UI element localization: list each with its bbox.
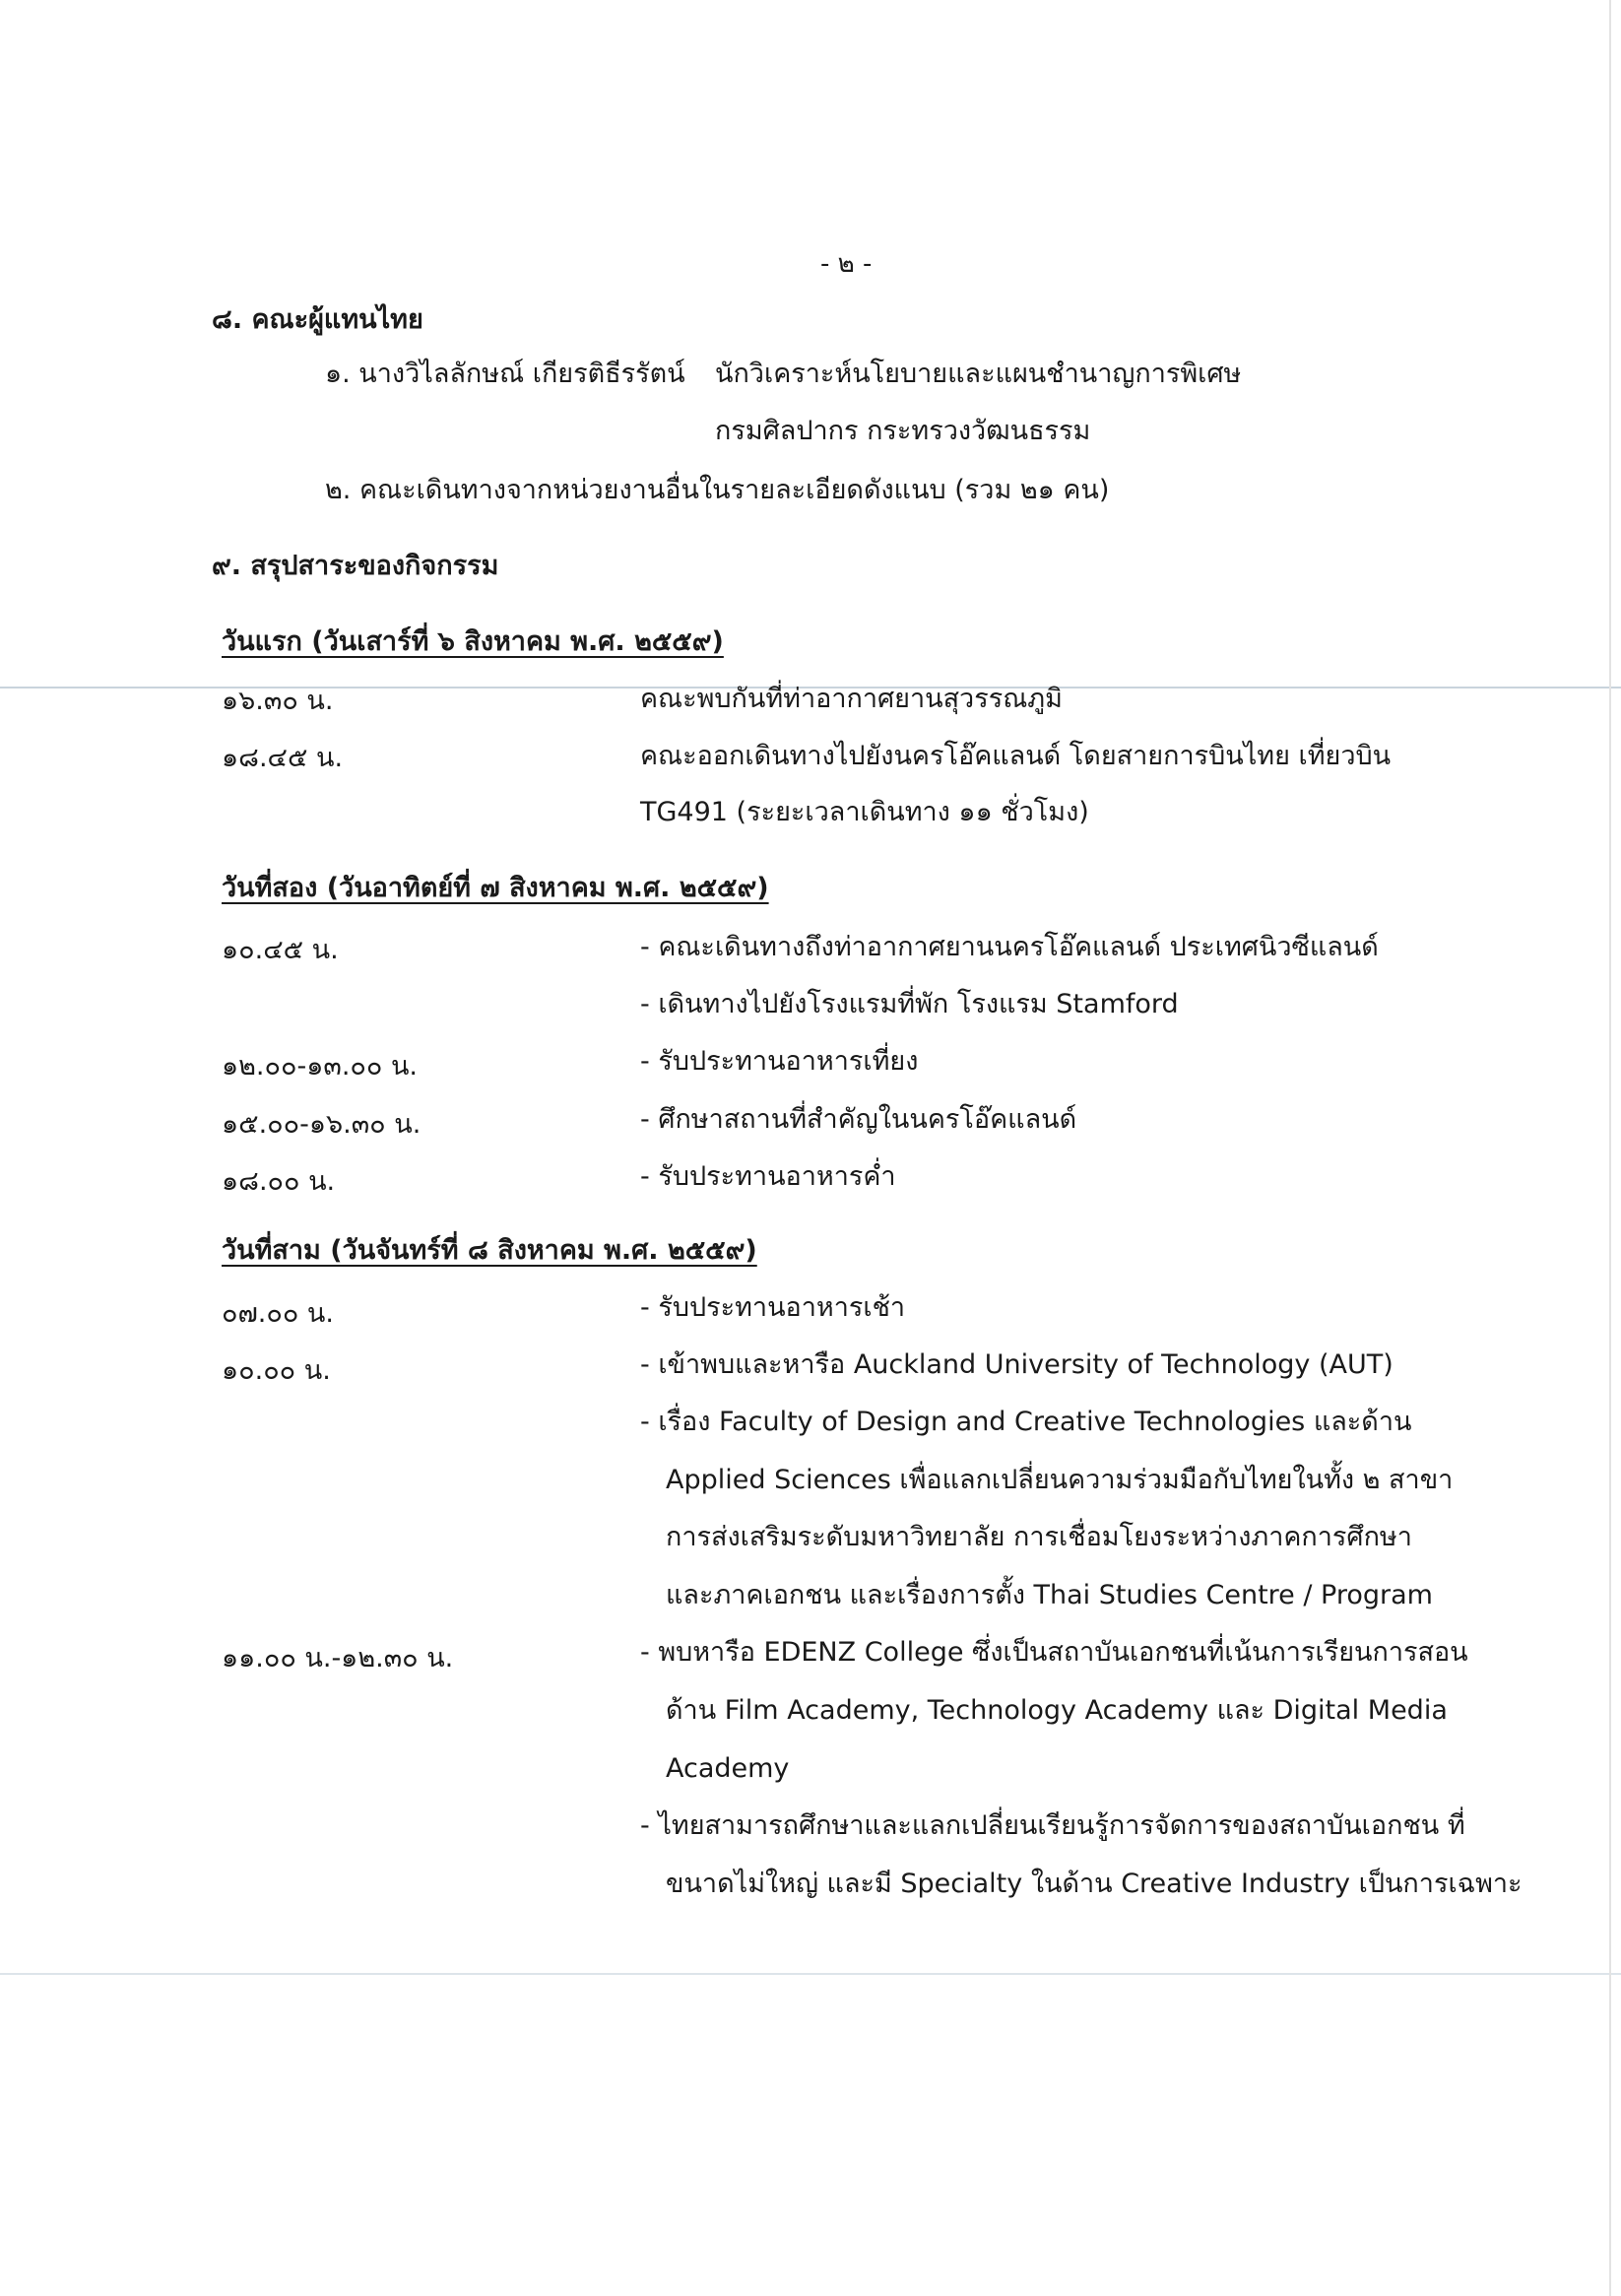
- day-1-row-2-line-2: TG491 (ระยะเวลาเดินทาง ๑๑ ชั่วโมง): [640, 797, 1089, 827]
- day-2-row-3-time: ๑๕.๐๐-๑๖.๓๐ น.: [222, 1109, 421, 1140]
- page-number: - ๒ -: [820, 249, 873, 279]
- delegate-1-org: กรมศิลปากร กระทรวงวัฒนธรรม: [715, 416, 1091, 446]
- day-2-row-1-time: ๑๐.๔๕ น.: [222, 935, 339, 965]
- day-1-row-2-time: ๑๘.๔๕ น.: [222, 743, 344, 773]
- day-3-row-3-line-3: Academy: [666, 1753, 790, 1784]
- day-3-row-3-line-5: ขนาดไม่ใหญ่ และมี Specialty ในด้าน Creative Industry เป็นการเฉพาะ: [666, 1869, 1523, 1899]
- day-3-row-2-line-3: Applied Sciences เพื่อแลกเปลี่ยนความร่วมมือกับไทยในทั้ง ๒ สาขา: [666, 1465, 1454, 1495]
- day-2-row-2-time: ๑๒.๐๐-๑๓.๐๐ น.: [222, 1051, 418, 1082]
- day-3-row-3-line-4: - ไทยสามารถศึกษาและแลกเปลี่ยนเรียนรู้การจัดการของสถาบันเอกชน ที่: [640, 1810, 1465, 1841]
- day-3-row-3-line-1: - พบหารือ EDENZ College ซึ่งเป็นสถาบันเอกชนที่เน้นการเรียนการสอน: [640, 1637, 1468, 1668]
- day-1-row-1-time: ๑๖.๓๐ น.: [222, 686, 334, 716]
- day-2-row-3-line-1: - ศึกษาสถานที่สำคัญในนครโอ๊คแลนด์: [640, 1104, 1077, 1135]
- section-9-heading: ๙. สรุปสาระของกิจกรรม: [212, 551, 499, 581]
- day-1-row-1-line-1: คณะพบกันที่ท่าอากาศยานสุวรรณภูมิ: [640, 684, 1063, 714]
- day-1-row-2-line-1: คณะออกเดินทางไปยังนครโอ๊คแลนด์ โดยสายการบินไทย เที่ยวบิน: [640, 741, 1392, 771]
- day-3-row-2-time: ๑๐.๐๐ น.: [222, 1355, 331, 1386]
- day-3-row-3-time: ๑๑.๐๐ น.-๑๒.๓๐ น.: [222, 1643, 454, 1673]
- day-3-row-2-line-1: - เข้าพบและหารือ Auckland University of Technology (AUT): [640, 1349, 1394, 1380]
- scan-artifact-line-bottom: [0, 1973, 1621, 1975]
- delegate-2: ๒. คณะเดินทางจากหน่วยงานอื่นในรายละเอียดดังแนบ (รวม ๒๑ คน): [325, 475, 1110, 505]
- day-3-row-2-line-5: และภาคเอกชน และเรื่องการตั้ง Thai Studies Centre / Program: [666, 1580, 1433, 1610]
- day-3-row-2-line-2: - เรื่อง Faculty of Design and Creative Technologies และด้าน: [640, 1407, 1412, 1437]
- delegate-1-name: ๑. นางวิไลลักษณ์ เกียรติธีรรัตน์: [325, 359, 685, 389]
- day-2-row-4-time: ๑๘.๐๐ น.: [222, 1166, 336, 1197]
- delegate-1-title: นักวิเคราะห์นโยบายและแผนชำนาญการพิเศษ: [715, 359, 1242, 389]
- day-3-row-1-line-1: - รับประทานอาหารเช้า: [640, 1292, 906, 1323]
- day-3-row-1-time: ๐๗.๐๐ น.: [222, 1298, 334, 1329]
- day-3-row-3-line-2: ด้าน Film Academy, Technology Academy และ Digital Media: [666, 1695, 1448, 1726]
- day-3-row-2-line-4: การส่งเสริมระดับมหาวิทยาลัย การเชื่อมโยงระหว่างภาคการศึกษา: [666, 1522, 1412, 1552]
- page-edge: [1609, 0, 1611, 2296]
- day-1-heading: วันแรก (วันเสาร์ที่ ๖ สิงหาคม พ.ศ. ๒๕๕๙): [222, 626, 724, 657]
- section-8-heading: ๘. คณะผู้แทนไทย: [212, 304, 423, 335]
- day-2-row-2-line-1: - รับประทานอาหารเที่ยง: [640, 1046, 919, 1077]
- day-2-row-1-line-1: - คณะเดินทางถึงท่าอากาศยานนครโอ๊คแลนด์ ประเทศนิวซีแลนด์: [640, 932, 1379, 962]
- day-2-row-1-line-2: - เดินทางไปยังโรงแรมที่พัก โรงแรม Stamford: [640, 989, 1179, 1019]
- day-3-heading: วันที่สาม (วันจันทร์ที่ ๘ สิงหาคม พ.ศ. ๒๕๕๙): [222, 1235, 757, 1266]
- day-2-row-4-line-1: - รับประทานอาหารค่ำ: [640, 1161, 896, 1192]
- day-2-heading: วันที่สอง (วันอาทิตย์ที่ ๗ สิงหาคม พ.ศ. ๒๕๕๙): [222, 873, 769, 903]
